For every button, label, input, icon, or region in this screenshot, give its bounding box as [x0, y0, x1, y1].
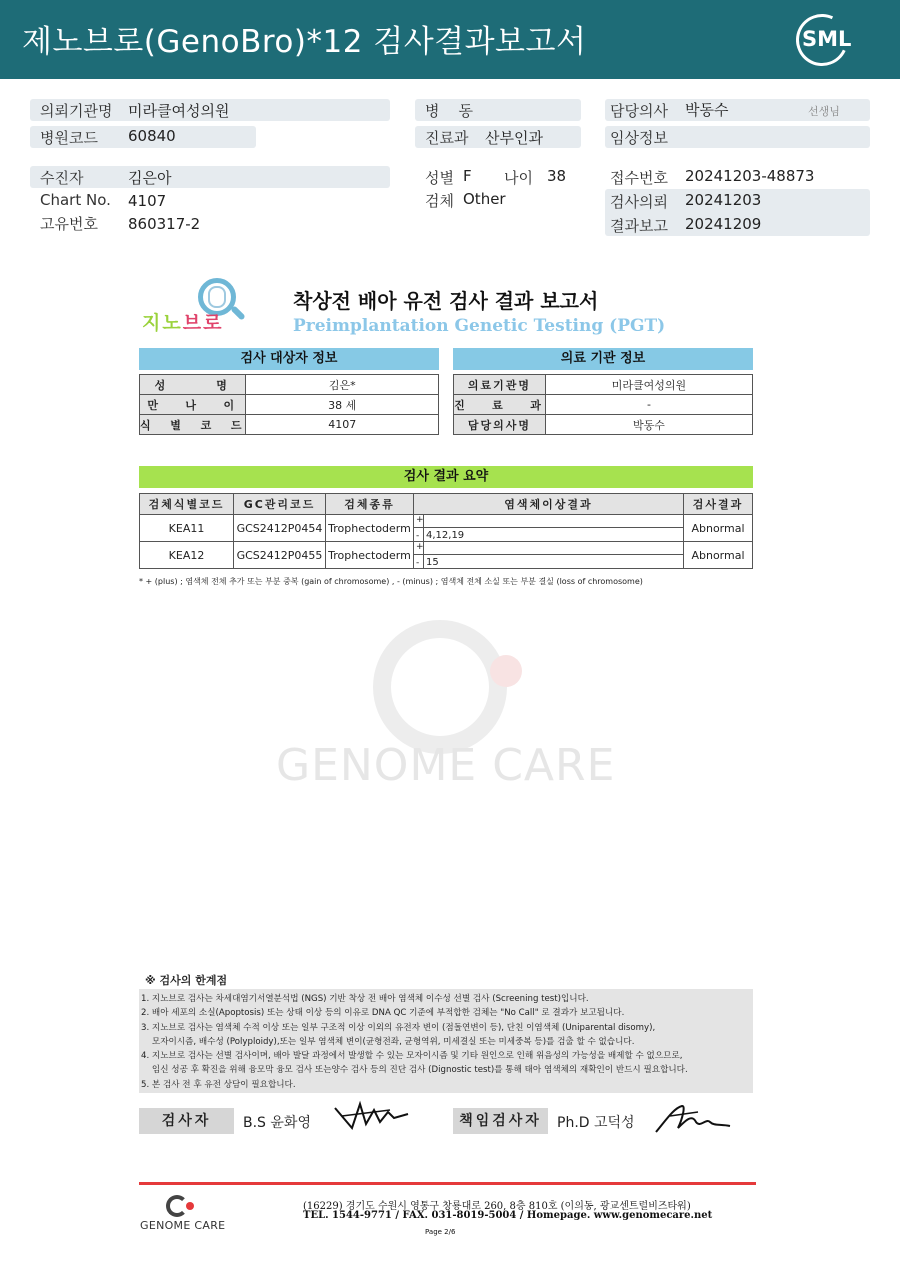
sml-logo: SML — [796, 14, 852, 62]
subject-info-table: 성 명 김은* 만 나 이 38 세 식 별 코 드 4107 — [139, 374, 439, 435]
institution-value: 미라클여성의원 — [128, 102, 230, 120]
receipt-value: 20241203-48873 — [685, 167, 815, 185]
sex-label: 성별 — [425, 169, 454, 187]
receipt-label: 접수번호 — [610, 169, 668, 187]
patient-name-row-bg — [30, 166, 390, 188]
footer-contact: TEL. 1544-9771 / FAX. 031-8019-5004 / Homepage. www.genomecare.net — [303, 1210, 713, 1221]
tester-signature-icon — [332, 1100, 412, 1134]
result-summary-table: 검체식별코드 GC관리코드 검체종류 염색체이상결과 검사결과 KEA11 GCS2412P0454 Trophectoderm + - 4,12,19 Abnormal KEA12 GCS2412P0455 Trophectoderm + - 15 Abnormal — [139, 493, 753, 569]
genobro-logo: 지노브로 — [142, 276, 252, 336]
watermark-dot-icon — [490, 655, 522, 687]
footer-address: (16229) 경기도 수원시 영통구 창룡대로 260, 8층 810호 (이의동, 광교센트럴비즈타워) — [303, 1201, 691, 1212]
watermark-text: GENOME CARE — [276, 740, 616, 791]
specimen-value: Other — [463, 190, 506, 208]
tester-name: B.S 윤화영 — [243, 1115, 311, 1131]
ward-label: 병 동 — [425, 102, 474, 120]
page-number: Page 2/6 — [425, 1228, 456, 1236]
watermark-logo-icon — [373, 620, 507, 754]
age-value: 38 — [547, 167, 567, 185]
institution-label: 의뢰기관명 — [40, 102, 113, 120]
report-title: 착상전 배아 유전 검사 결과 보고서 — [293, 289, 599, 313]
result-date-value: 20241209 — [685, 215, 762, 233]
chief-tester-name: Ph.D 고덕성 — [557, 1115, 635, 1131]
age-label: 나이 — [504, 169, 533, 187]
doctor-value: 박동수 — [685, 101, 729, 119]
chief-tester-label: 책임검사자 — [453, 1108, 548, 1134]
patient-name-label: 수진자 — [40, 169, 84, 187]
result-date-label: 결과보고 — [610, 217, 668, 235]
tester-label: 검사자 — [139, 1108, 234, 1134]
patient-name-value: 김은아 — [128, 169, 172, 187]
institution-info-table: 의료기관명 미라클여성의원 진 료 과 - 담당의사명 박동수 — [453, 374, 753, 435]
report-header-bar — [0, 0, 900, 79]
report-subtitle: Preimplantation Genetic Testing (PGT) — [293, 316, 666, 336]
institution-info-header: 의료 기관 정보 — [453, 348, 753, 370]
chart-no-value: 4107 — [128, 192, 167, 210]
hospital-code-label: 병원코드 — [40, 129, 98, 147]
clinical-label: 임상정보 — [610, 129, 668, 147]
limits-title: ※ 검사의 한계점 — [145, 974, 228, 987]
chart-no-label: Chart No. — [40, 191, 111, 209]
dept-label: 진료과 — [425, 129, 469, 147]
hospital-code-value: 60840 — [128, 127, 176, 145]
specimen-label: 검체 — [425, 192, 454, 210]
request-date-value: 20241203 — [685, 191, 762, 209]
subject-info-header: 검사 대상자 정보 — [139, 348, 439, 370]
table-row: KEA11 GCS2412P0454 Trophectoderm + - 4,12,19 Abnormal — [140, 515, 753, 542]
request-date-label: 검사의뢰 — [610, 193, 668, 211]
doctor-suffix: 선생님 — [808, 105, 840, 118]
doctor-label: 담당의사 — [610, 102, 668, 120]
limits-box: 1. 지노브로 검사는 차세대염기서열분석법 (NGS) 기반 착상 전 배아 염색체 이수성 선별 검사 (Screening test)입니다. 2. 배아 세포의 소실(Apoptosis) 또는 상태 이상 등의 이유로 DNA QC 기준에 부적합한 검체는 "No Call" 로 결과가 보고됩니다. 3. 지노브로 검사는 염색체 수적 이상 또는 일부 구조적 이상 이외의 유전자 변이 (점돌연변이 등), 단친 이염색체 (Uniparental disomy), 모자이시즘, 배수성 (Polyploidy),또는 일부 염색체 변이(균형전좌, 균형역위, 미세결실 또는 미세중복 등)를 검출 할 수 없습니다. 4. 지노브로 검사는 선별 검사이며, 배아 발달 과정에서 발생할 수 있는 모자이시즘 및 기타 원인으로 인해 위음성의 가능성을 배제할 수 없으므로, 임신 성공 후 확진을 위해 융모막 융모 검사 또는양수 검사 등의 진단 검사 (Dignostic test)를 통해 태아 염색체의 재확인이 반드시 필요합니다. 5. 본 검사 전 후 유전 상담이 필요합니다. — [139, 989, 753, 1093]
dept-value: 산부인과 — [485, 129, 543, 147]
sex-value: F — [463, 167, 472, 185]
footer-divider — [139, 1182, 756, 1185]
result-summary-header: 검사 결과 요약 — [139, 466, 753, 488]
unique-no-label: 고유번호 — [40, 215, 98, 233]
unique-no-value: 860317-2 — [128, 215, 201, 233]
table-row: KEA12 GCS2412P0455 Trophectoderm + - 15 Abnormal — [140, 542, 753, 569]
result-footnote: * + (plus) ; 염색체 전체 추가 또는 부분 중복 (gain of chromosome) , - (minus) ; 염색체 전체 소실 또는 부분 결실 (loss of chromosome) — [139, 577, 643, 586]
genome-care-logo: GENOME CARE — [140, 1195, 230, 1235]
chief-signature-icon — [652, 1100, 734, 1138]
document-title: 제노브로(GenoBro)*12 검사결과보고서 — [22, 24, 587, 60]
